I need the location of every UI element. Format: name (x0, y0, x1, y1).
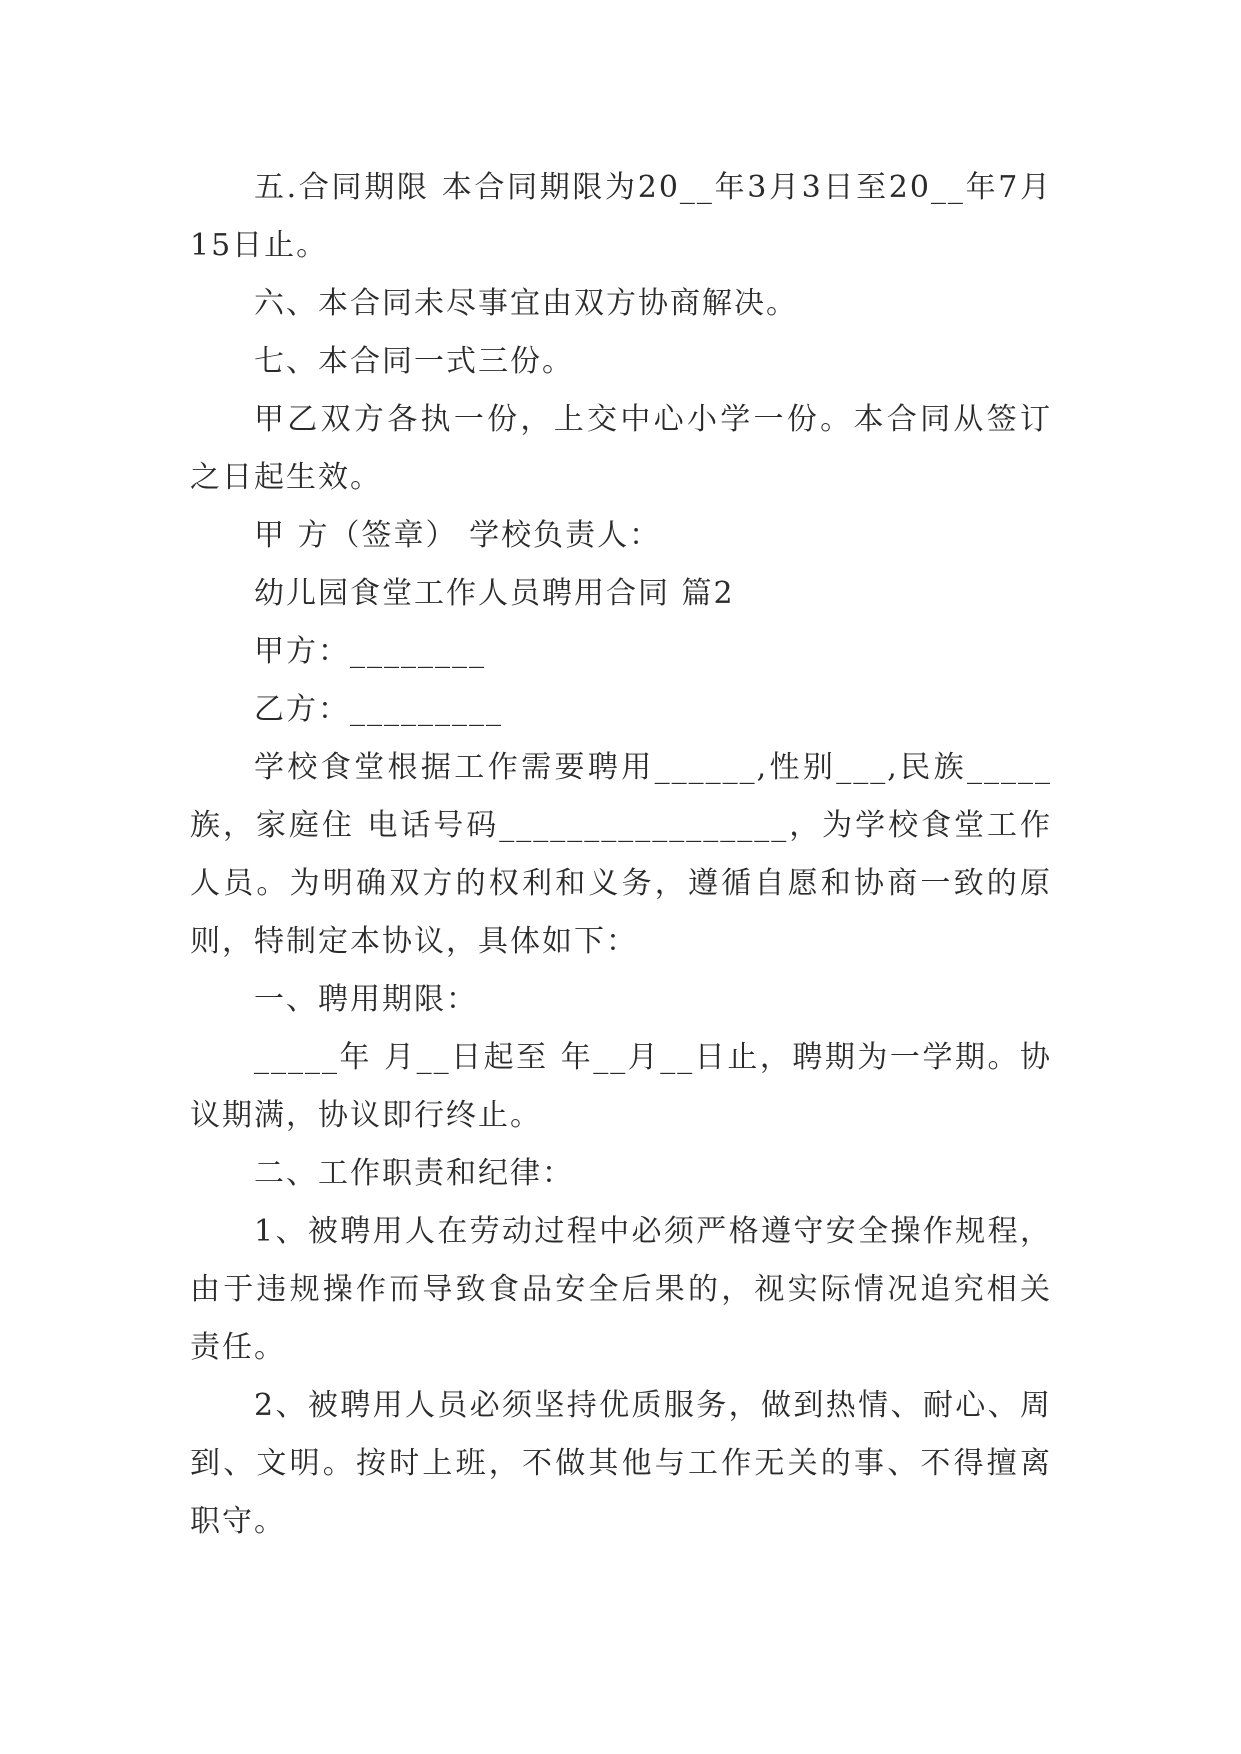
party-b-field: 乙方：_________ (254, 692, 503, 727)
clause-6-unresolved-matters: 六、本合同未尽事宜由双方协商解决。 (254, 286, 798, 321)
party-a-field: 甲方：________ (254, 634, 486, 669)
heading-employment-period: 一、聘用期限： (254, 982, 478, 1017)
section-title-contract-2: 幼儿园食堂工作人员聘用合同 篇2 (254, 576, 735, 611)
signature-line: 甲 方（签章） 学校负责人： (254, 518, 662, 553)
duty-item-1: 1、被聘用人在劳动过程中必须严格遵守安全操作规程，由于违规操作而导致食品安全后果的，视实际情况追究相关责任。 (190, 1214, 1052, 1365)
heading-duties-discipline: 二、工作职责和纪律： (254, 1156, 574, 1191)
clause-5-contract-term: 五.合同期限 本合同期限为20__年3月3日至20__年7月15日止。 (190, 170, 1052, 263)
clause-7-copies: 七、本合同一式三份。 (254, 344, 574, 379)
duty-item-2: 2、被聘用人员必须坚持优质服务，做到热情、耐心、周到、文明。按时上班，不做其他与工作无关的事、不得擅离职守。 (190, 1388, 1052, 1539)
employment-period-text: _____年 月__日起至 年__月__日止，聘期为一学期。协议期满，协议即行终止。 (190, 1040, 1052, 1133)
document-body (190, 159, 1052, 1551)
copies-distribution: 甲乙双方各执一份，上交中心小学一份。本合同从签订之日起生效。 (190, 402, 1052, 495)
employment-intro: 学校食堂根据工作需要聘用______,性别___,民族_____族，家庭住 电话号码_________________，为学校食堂工作人员。为明确双方的权利和义务，遵循自愿和协商一致的原则，特制定本协议，具体如下： (190, 750, 1052, 959)
